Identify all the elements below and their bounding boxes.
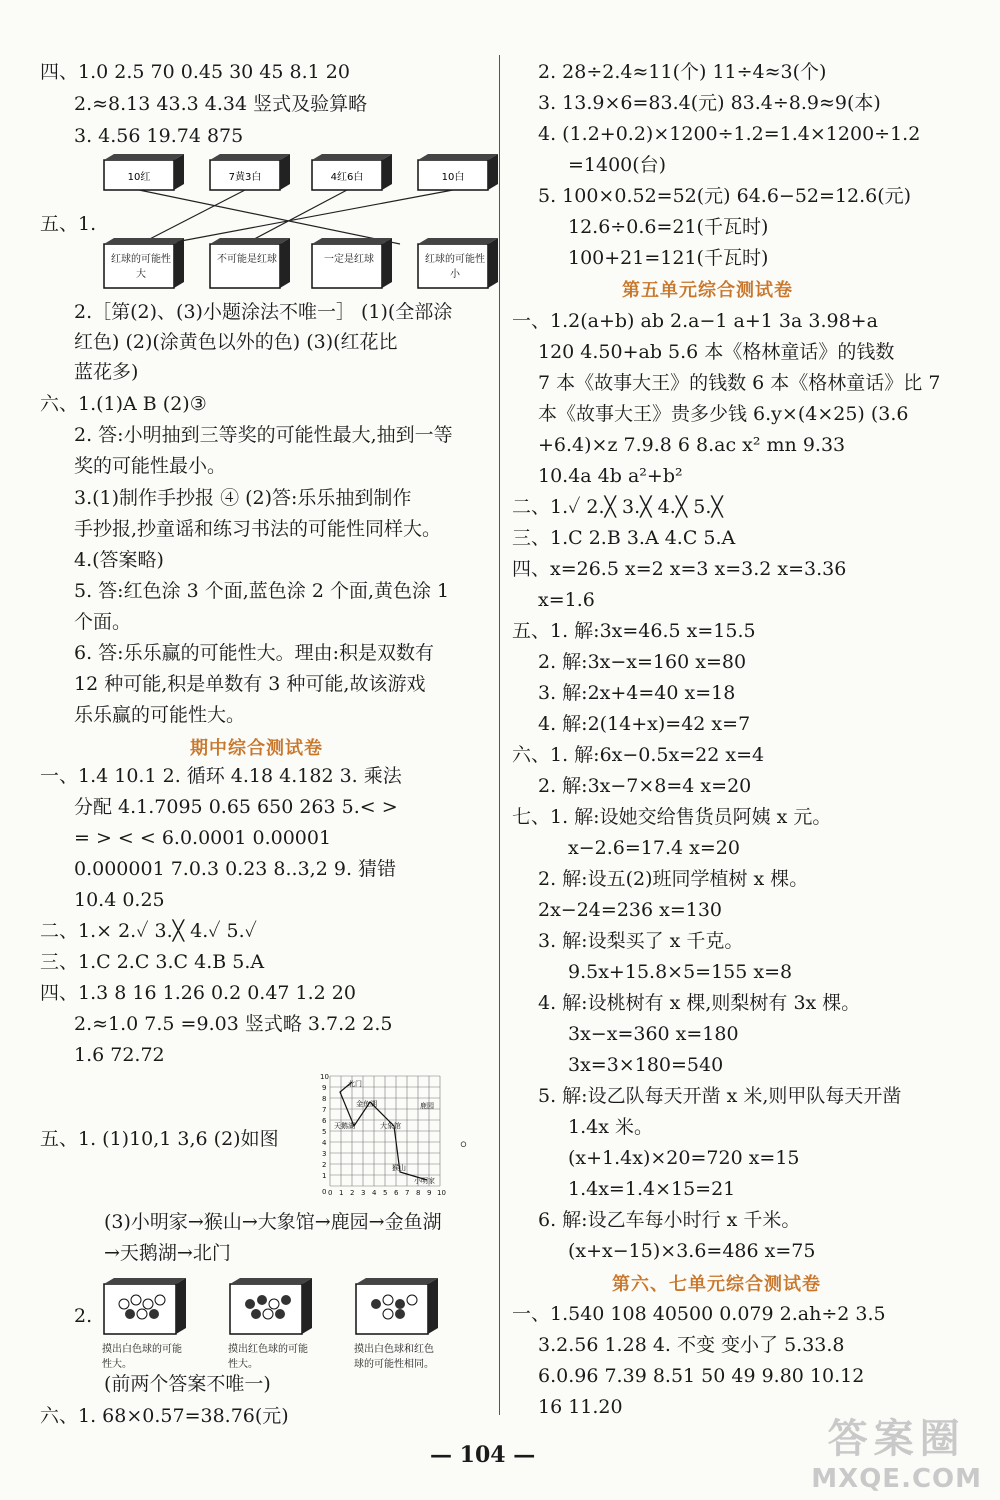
ball-caption: 摸出红色球的可能性大。	[228, 1344, 308, 1370]
answer-line: 6. 答:乐乐赢的可能性大。理由:积是双数有	[74, 642, 434, 664]
answer-line: 9.5x+15.8×5=155 x=8	[568, 961, 793, 983]
answer-line: 二、1.× 2.✓ 3.╳ 4.✓ 5.✓	[40, 920, 257, 942]
answer-line: 5. 答:红色涂 3 个面,蓝色涂 2 个面,黄色涂 1	[74, 580, 450, 602]
svg-text:4: 4	[372, 1189, 377, 1197]
answer-line: 五、1. 解:3x=46.5 x=15.5	[512, 620, 756, 642]
svg-text:6: 6	[394, 1189, 399, 1197]
answer-line: 一、1.540 108 40500 0.079 2.ah÷2 3.5	[512, 1303, 886, 1325]
answer-line: 六、1. 68×0.57=38.76(元)	[40, 1405, 289, 1427]
svg-text:3: 3	[361, 1189, 366, 1197]
answer-line: 2. 解:3x−x=160 x=80	[538, 651, 747, 673]
answer-line: 四、1.0 2.5 70 0.45 30 45 8.1 20	[40, 61, 350, 83]
answer-line: 3x−x=360 x=180	[568, 1023, 739, 1045]
answer-line: 2. 解:设五(2)班同学植树 x 棵。	[538, 868, 809, 890]
svg-text:2: 2	[350, 1189, 355, 1197]
map-label: 金鱼湖	[356, 1100, 377, 1108]
answer-line: 3.2.56 1.28 4. 不变 变小了 5.33.8	[538, 1334, 845, 1356]
answer-line: 4. (1.2+0.2)×1200÷1.2=1.4×1200÷1.2	[538, 123, 921, 145]
box-bottom-label: 红球的可能性大	[111, 254, 171, 280]
answer-line: 分配 4.1.7095 0.65 650 263 5.< >	[74, 796, 398, 818]
svg-text:0: 0	[322, 1188, 327, 1196]
svg-text:6: 6	[322, 1117, 327, 1125]
answer-line: 一、1.2(a+b) ab 2.a−1 a+1 3a 3.98+a	[512, 310, 878, 332]
answer-line: 3x=3×180=540	[568, 1054, 724, 1076]
answer-line: 2. 28÷2.4≈11(个) 11÷4≈3(个)	[538, 61, 827, 83]
answer-line: 三、1.C 2.B 3.A 4.C 5.A	[512, 527, 736, 549]
answer-line: 五、1.	[40, 213, 97, 235]
answer-line: 4. 解:设桃树有 x 棵,则梨树有 3x 棵。	[538, 992, 861, 1014]
answer-line: 6. 解:设乙车每小时行 x 千米。	[538, 1209, 801, 1231]
answer-line: 5. 解:设乙队每天开凿 x 米,则甲队每天开凿	[538, 1085, 902, 1107]
column-divider	[499, 55, 500, 1415]
answer-line: 手抄报,抄童谣和练习书法的可能性同样大。	[74, 518, 442, 540]
svg-text:7: 7	[405, 1189, 410, 1197]
top-boxes	[104, 154, 498, 190]
answer-line: 一、1.4 10.1 2. 循环 4.18 4.182 3. 乘法	[40, 765, 402, 787]
answer-line: 5. 100×0.52=52(元) 64.6−52=12.6(元)	[538, 185, 912, 207]
svg-text:1: 1	[322, 1172, 327, 1180]
box-top-label: 10白	[441, 172, 465, 183]
watermark-logo: 答案圈	[827, 1416, 966, 1462]
ball-caption: 摸出白色球的可能性大。	[102, 1344, 182, 1370]
answer-line: 蓝花多)	[74, 361, 139, 383]
answer-line: 3.(1)制作手抄报 ④ (2)答:乐乐抽到制作	[74, 487, 412, 509]
answer-line: 奖的可能性最小。	[74, 455, 227, 477]
answer-line: 三、1.C 2.C 3.C 4.B 5.A	[40, 951, 265, 973]
answer-line: 4. 解:2(14+x)=42 x=7	[538, 713, 751, 735]
answer-line: 个面。	[74, 611, 132, 633]
svg-text:5: 5	[322, 1128, 327, 1136]
answer-line: 4.(答案略)	[74, 549, 164, 571]
answer-line: 12 种可能,积是单数有 3 种可能,故该游戏	[74, 673, 426, 695]
answer-line: =1400(台)	[568, 154, 667, 176]
answer-line: x=1.6	[538, 589, 595, 611]
answer-line: 3. 13.9×6=83.4(元) 83.4÷8.9≈9(本)	[538, 92, 881, 114]
box-top-label: 4红6白	[330, 172, 364, 183]
answer-line: 六、1.(1)A B (2)③	[40, 393, 207, 415]
section-title: 第五单元综合测试卷	[622, 280, 793, 301]
answer-line: 乐乐赢的可能性大。	[74, 704, 246, 726]
answer-line: (3)小明家→猴山→大象馆→鹿园→金鱼湖	[104, 1211, 442, 1233]
answer-line-end: 。	[460, 1128, 480, 1150]
answer-line: (x+x−15)×3.6=486 x=75	[568, 1240, 816, 1262]
section-title: 第六、七单元综合测试卷	[612, 1274, 821, 1295]
map-label: 天鹅湖	[334, 1122, 355, 1130]
answer-line: x−2.6=17.4 x=20	[568, 837, 740, 859]
box-top-label: 10红	[127, 172, 151, 183]
svg-text:2: 2	[322, 1161, 327, 1169]
map-label: 小明家	[414, 1177, 435, 1185]
park-grid-map	[312, 1068, 462, 1198]
map-label: 猴山	[392, 1164, 406, 1172]
answer-line: 六、1. 解:6x−0.5x=22 x=4	[512, 744, 765, 766]
answer-line: 100+21=121(千瓦时)	[568, 247, 769, 269]
answer-line: +6.4)×z 7.9.8 6 8.ac x² mn 9.33	[538, 434, 846, 456]
answer-line: 2.［第(2)、(3)小题涂法不唯一］ (1)(全部涂	[74, 301, 453, 323]
answer-line: 10.4a 4b a²+b²	[538, 465, 683, 487]
answer-line: 2x−24=236 x=130	[538, 899, 723, 921]
answer-line: 四、x=26.5 x=2 x=3 x=3.2 x=3.36	[512, 558, 847, 580]
answer-line: 二、1.✓ 2.╳ 3.╳ 4.╳ 5.╳	[512, 496, 723, 518]
answer-line: 3. 解:2x+4=40 x=18	[538, 682, 736, 704]
svg-text:8: 8	[416, 1189, 421, 1197]
map-label: 鹿园	[420, 1102, 434, 1110]
answer-line: 红色) (2)(涂黄色以外的色) (3)(红花比	[74, 331, 398, 353]
answer-line: 五、1. (1)10,1 3,6 (2)如图	[40, 1128, 279, 1150]
answer-line: 1.6 72.72	[74, 1044, 165, 1066]
answer-line: 2. 解:3x−7×8=4 x=20	[538, 775, 752, 797]
answer-line: 3. 解:设梨买了 x 千克。	[538, 930, 744, 952]
answer-line: 120 4.50+ab 5.6 本《格林童话》的钱数	[538, 341, 895, 363]
svg-text:5: 5	[383, 1189, 388, 1197]
svg-text:9: 9	[427, 1189, 432, 1197]
section-title: 期中综合测试卷	[190, 738, 323, 759]
answer-line: 本《故事大王》贵多少钱 6.y×(4×25) (3.6	[538, 403, 909, 425]
page-number: — 104 —	[430, 1442, 536, 1468]
svg-text:4: 4	[322, 1139, 327, 1147]
svg-text:8: 8	[322, 1095, 327, 1103]
answer-line: 12.6÷0.6=21(千瓦时)	[568, 216, 769, 238]
svg-text:0: 0	[328, 1189, 333, 1197]
answer-line: 2.	[74, 1305, 93, 1327]
answer-line: →天鹅湖→北门	[104, 1242, 231, 1264]
box-bottom-label: 红球的可能性小	[425, 254, 485, 280]
answer-line: 7 本《故事大王》的钱数 6 本《格林童话》比 7	[538, 372, 941, 394]
answer-line: = > < < 6.0.0001 0.00001	[74, 827, 332, 849]
answer-line: (x+1.4x)×20=720 x=15	[568, 1147, 800, 1169]
watermark	[811, 1407, 982, 1494]
answer-line: 2.≈8.13 43.3 4.34 竖式及验算略	[74, 93, 368, 115]
svg-text:3: 3	[322, 1150, 327, 1158]
match-lines	[139, 190, 453, 244]
box-bottom-label: 一定是红球	[324, 254, 374, 265]
ball-boxes	[100, 1276, 460, 1338]
answer-line: 1.4x=1.4×15=21	[568, 1178, 736, 1200]
answer-line: 1.4x 米。	[568, 1116, 653, 1138]
svg-text:9: 9	[322, 1084, 327, 1092]
answer-line: 2. 答:小明抽到三等奖的可能性最大,抽到一等	[74, 424, 453, 446]
answer-line: 0.000001 7.0.3 0.23 8..3,2 9. 猜错	[74, 858, 397, 880]
box-top-label: 7黄3白	[228, 172, 262, 183]
map-label: 大象馆	[380, 1122, 401, 1130]
answer-line: 七、1. 解:设她交给售货员阿姨 x 元。	[512, 806, 832, 828]
answer-line: 16 11.20	[538, 1396, 623, 1418]
answer-line: 四、1.3 8 16 1.26 0.2 0.47 1.2 20	[40, 982, 356, 1004]
answer-line: 3. 4.56 19.74 875	[74, 125, 244, 147]
svg-text:10: 10	[320, 1073, 329, 1081]
answer-line: (前两个答案不唯一)	[104, 1373, 271, 1395]
box-bottom-label: 不可能是红球	[217, 254, 277, 265]
svg-text:1: 1	[339, 1189, 344, 1197]
answer-line: 2.≈1.0 7.5 =9.03 竖式略 3.7.2 2.5	[74, 1013, 393, 1035]
map-label: 北门	[348, 1080, 362, 1088]
svg-text:7: 7	[322, 1106, 327, 1114]
svg-text:10: 10	[437, 1189, 446, 1197]
answer-line: 6.0.96 7.39 8.51 50 49 9.80 10.12	[538, 1365, 865, 1387]
ball-caption: 摸出白色球和红色球的可能性相同。	[354, 1344, 434, 1370]
watermark-url: MXQE.COM	[811, 1464, 982, 1494]
answer-line: 10.4 0.25	[74, 889, 165, 911]
